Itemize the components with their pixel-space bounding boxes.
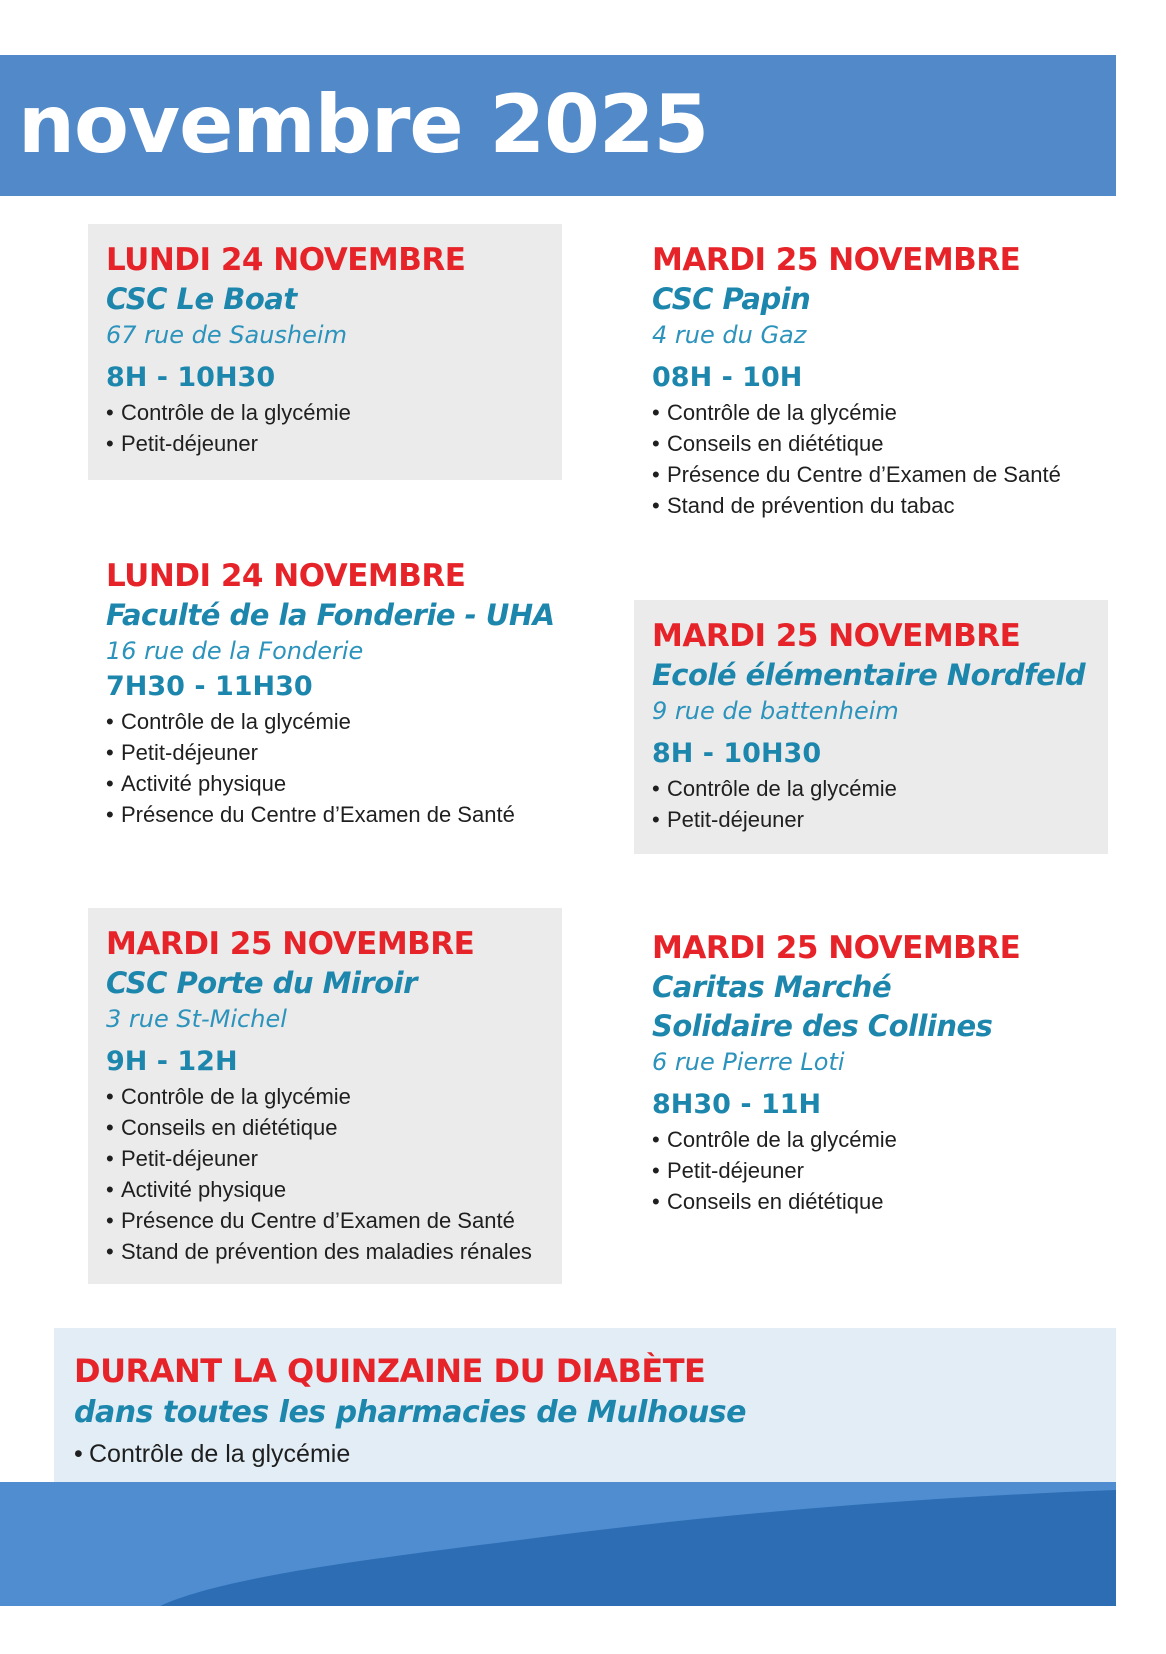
bullet-icon: • [106, 1177, 114, 1202]
event-address: 4 rue du Gaz [652, 321, 807, 349]
bullet-icon: • [106, 1208, 114, 1233]
event-card-csc-porte-du-miroir [88, 908, 562, 1284]
event-activity-list [106, 1081, 546, 1267]
footer-wave [0, 1482, 1116, 1606]
list-item: • Petit-déjeuner [652, 804, 1092, 835]
event-venue: Faculté de la Fonderie - UHA [106, 598, 555, 632]
bullet-icon: • [106, 431, 114, 456]
event-activity-list [652, 397, 1096, 521]
bullet-icon: • [106, 771, 114, 796]
list-item: • Petit-déjeuner [106, 737, 546, 768]
list-item: • Contrôle de la glycémie [106, 1081, 546, 1112]
list-item: • Conseils en diététique [106, 1112, 546, 1143]
list-item: • Présence du Centre d’Examen de Santé [106, 1205, 546, 1236]
event-venue-line-1: Caritas Marché [652, 970, 892, 1004]
event-card-faculte-fonderie [88, 540, 562, 840]
bullet-icon: • [652, 807, 660, 832]
pharmacies-banner [54, 1328, 1116, 1484]
list-item: • Stand de prévention du tabac [652, 490, 1096, 521]
bullet-icon: • [652, 776, 660, 801]
bullet-icon: • [652, 400, 660, 425]
bullet-icon: • [74, 1440, 83, 1468]
event-day: MARDI 25 NOVEMBRE [652, 242, 1021, 278]
list-item: • Contrôle de la glycémie [652, 773, 1092, 804]
event-activity-list [106, 397, 546, 459]
bullet-icon: • [652, 1127, 660, 1152]
bullet-icon: • [106, 1084, 114, 1109]
bullet-icon: • [106, 1239, 114, 1264]
list-item: • Présence du Centre d’Examen de Santé [652, 459, 1096, 490]
event-venue: CSC Papin [652, 282, 811, 316]
event-time: 08H - 10H [652, 362, 803, 393]
list-item: • Présence du Centre d’Examen de Santé [106, 799, 546, 830]
bullet-icon: • [106, 709, 114, 734]
bullet-icon: • [652, 431, 660, 456]
event-time: 8H - 10H30 [106, 362, 276, 393]
list-item: • Petit-déjeuner [106, 1143, 546, 1174]
list-item: • Activité physique [106, 1174, 546, 1205]
bullet-icon: • [652, 493, 660, 518]
bullet-icon: • [106, 1146, 114, 1171]
list-item: • Contrôle de la glycémie [106, 397, 546, 428]
event-activity-list [106, 706, 546, 830]
event-address: 67 rue de Sausheim [106, 321, 347, 349]
bullet-icon: • [652, 1189, 660, 1214]
event-card-ecole-nordfeld [634, 600, 1108, 854]
bullet-icon: • [106, 400, 114, 425]
list-item: • Contrôle de la glycémie [652, 1124, 1096, 1155]
list-item: • Contrôle de la glycémie [652, 397, 1096, 428]
list-item: • Conseils en diététique [652, 428, 1096, 459]
list-item: • Contrôle de la glycémie [106, 706, 546, 737]
list-item: • Petit-déjeuner [106, 428, 546, 459]
banner-subheading: dans toutes les pharmacies de Mulhouse [74, 1395, 746, 1430]
list-item: • Stand de prévention des maladies rénales [106, 1236, 546, 1267]
event-card-csc-papin [634, 224, 1112, 526]
bullet-icon: • [652, 1158, 660, 1183]
event-address: 3 rue St-Michel [106, 1005, 287, 1033]
event-address: 9 rue de battenheim [652, 697, 899, 725]
event-time: 8H - 10H30 [652, 738, 822, 769]
event-venue: CSC Porte du Miroir [106, 966, 417, 1000]
event-time: 8H30 - 11H [652, 1089, 822, 1120]
event-activity-list [652, 773, 1092, 835]
event-day: LUNDI 24 NOVEMBRE [106, 558, 466, 594]
banner-heading: DURANT LA QUINZAINE DU DIABÈTE [74, 1352, 706, 1390]
event-day: MARDI 25 NOVEMBRE [652, 618, 1021, 654]
event-address: 6 rue Pierre Loti [652, 1048, 845, 1076]
bullet-icon: • [106, 1115, 114, 1140]
header-band [0, 55, 1116, 196]
event-card-caritas-marche [634, 912, 1112, 1222]
list-item: • Conseils en diététique [652, 1186, 1096, 1217]
banner-activity-list [74, 1436, 1096, 1472]
event-card-csc-le-boat [88, 224, 562, 480]
bullet-icon: • [106, 740, 114, 765]
list-item: • Contrôle de la glycémie [74, 1436, 1096, 1472]
bullet-icon: • [652, 462, 660, 487]
event-day: MARDI 25 NOVEMBRE [652, 930, 1021, 966]
event-day: LUNDI 24 NOVEMBRE [106, 242, 466, 278]
event-time: 7H30 - 11H30 [106, 671, 313, 702]
page-title: novembre 2025 [18, 78, 709, 171]
event-activity-list [652, 1124, 1096, 1217]
list-item: • Petit-déjeuner [652, 1155, 1096, 1186]
event-day: MARDI 25 NOVEMBRE [106, 926, 475, 962]
event-venue-line-2: Solidaire des Collines [652, 1009, 993, 1043]
event-address: 16 rue de la Fonderie [106, 637, 364, 665]
event-venue: Ecolé élémentaire Nordfeld [652, 658, 1086, 692]
event-time: 9H - 12H [106, 1046, 238, 1077]
list-item: • Activité physique [106, 768, 546, 799]
event-venue: CSC Le Boat [106, 282, 297, 316]
bullet-icon: • [106, 802, 114, 827]
